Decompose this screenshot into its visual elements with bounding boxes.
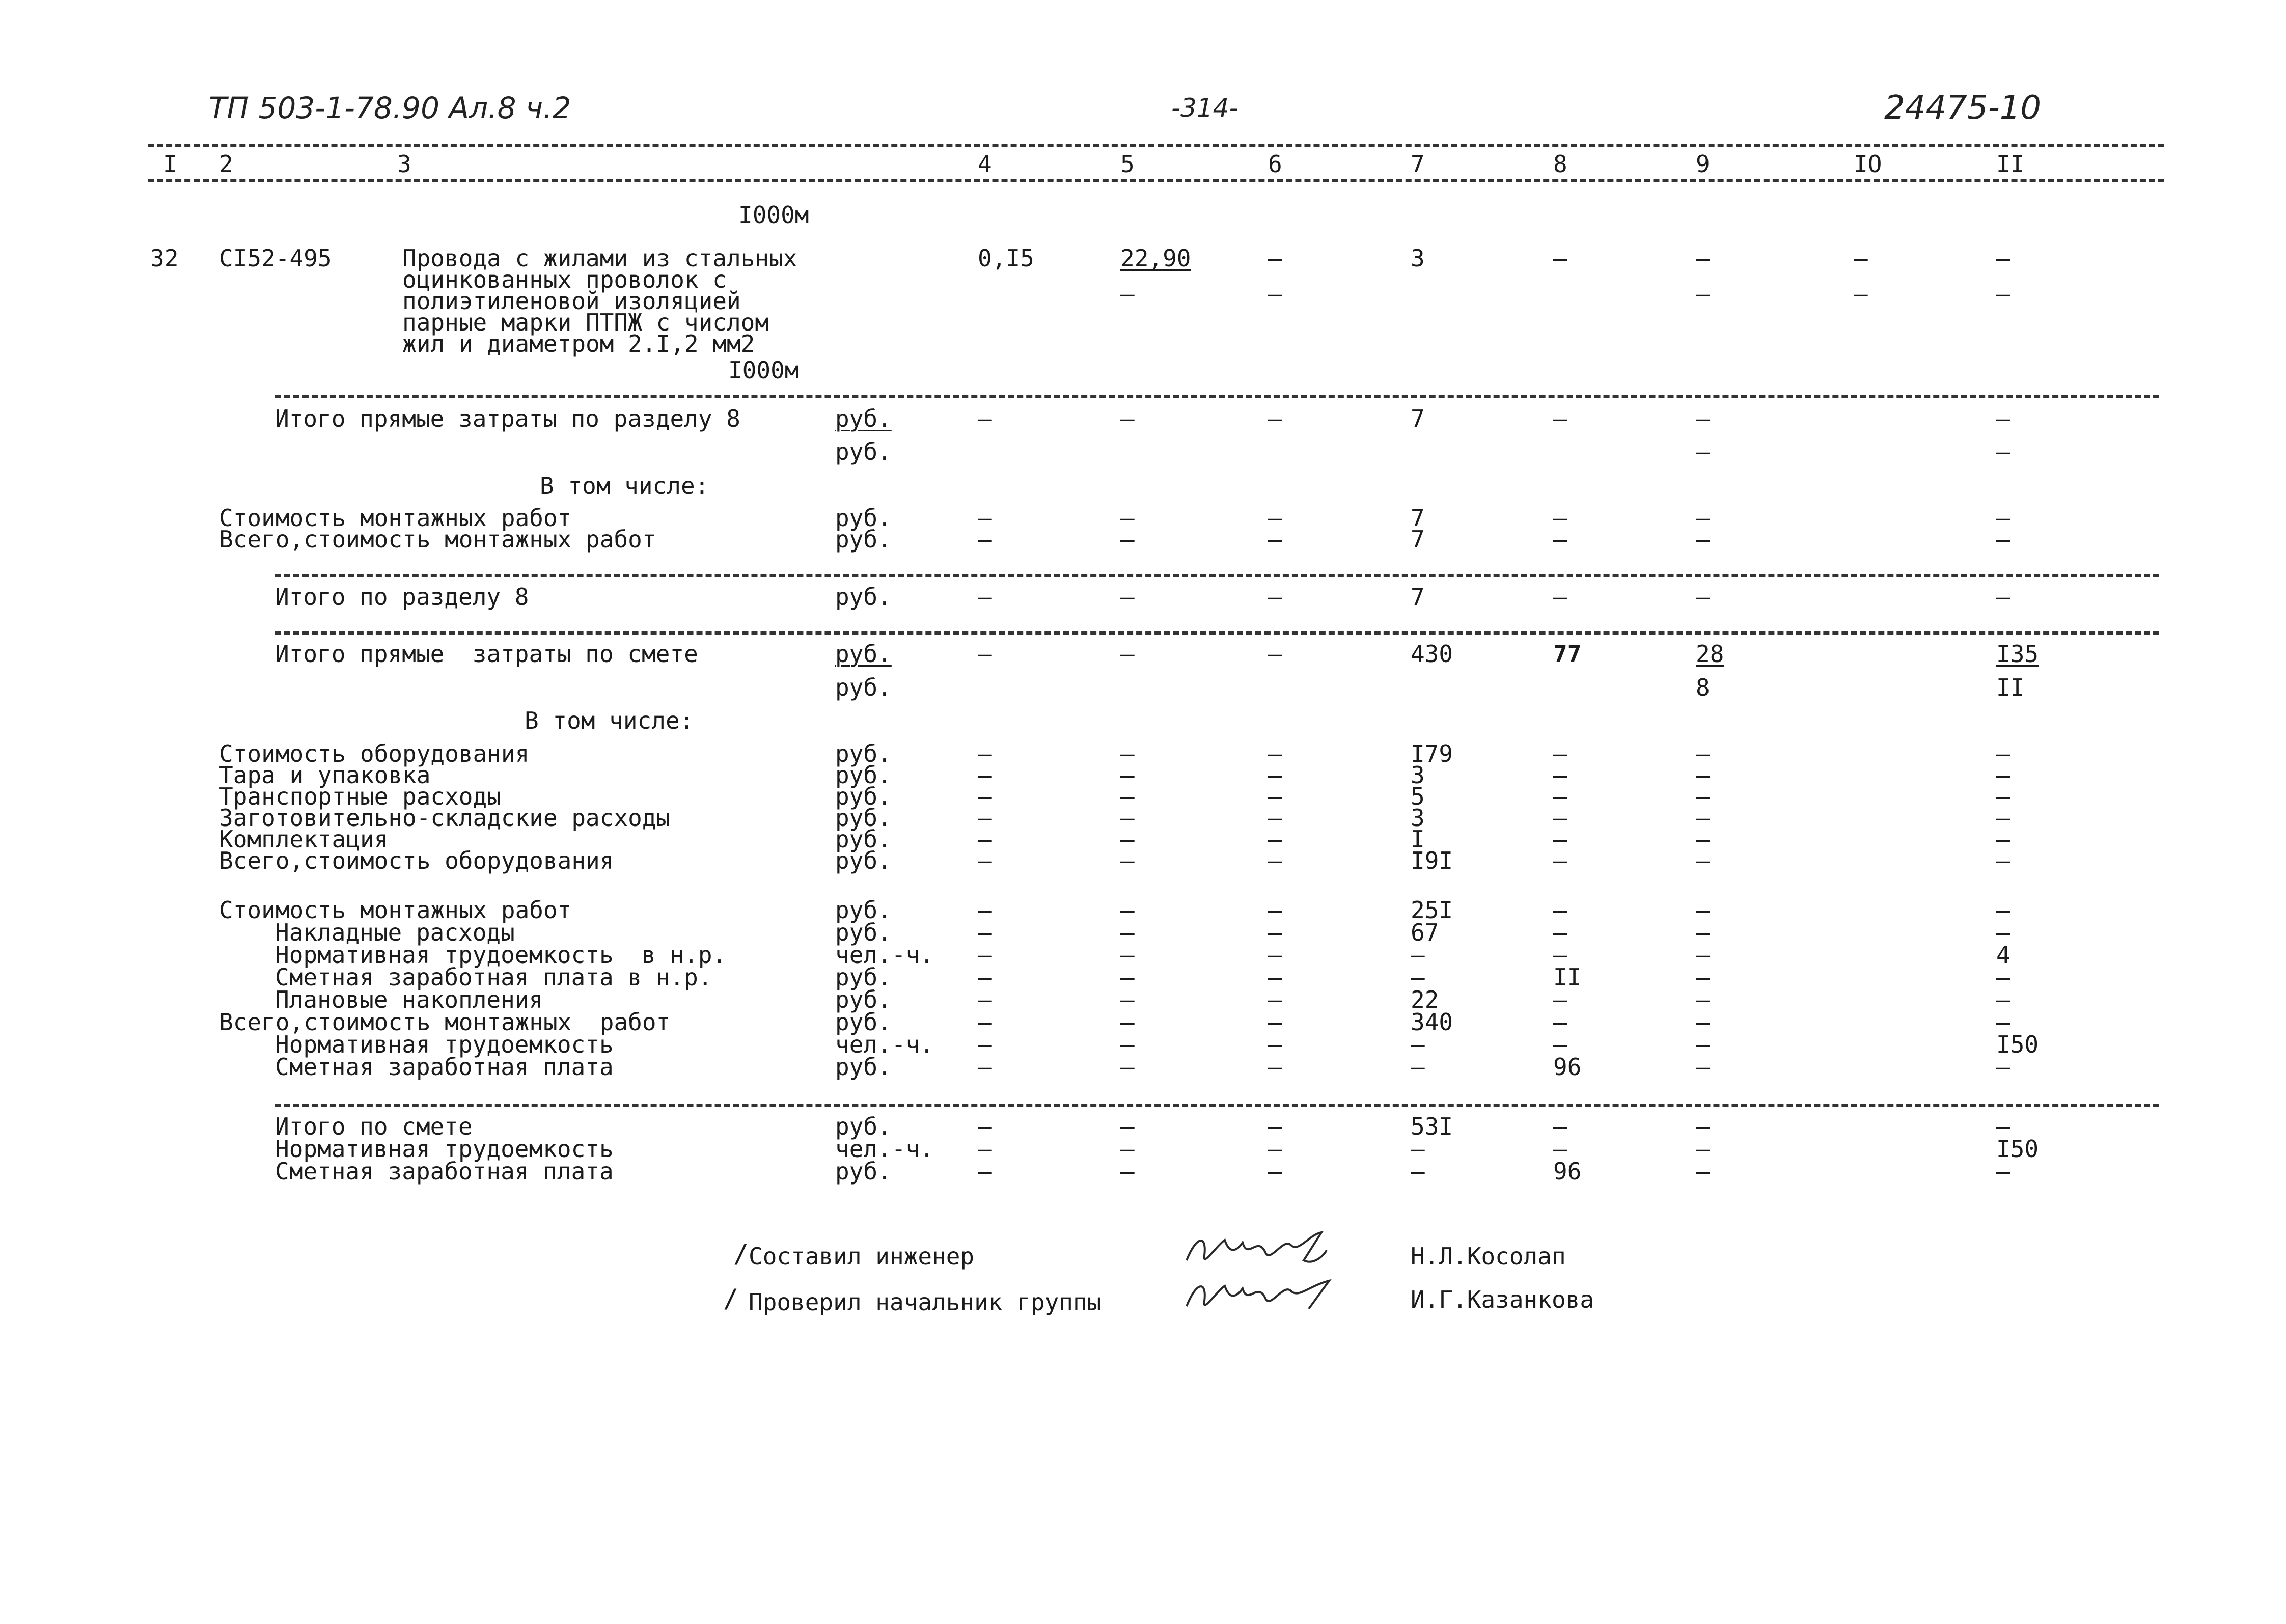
dash: – xyxy=(1268,941,1282,969)
equipment-row-label: Транспортные расходы xyxy=(219,783,501,810)
dash: – xyxy=(978,986,992,1013)
sec8-r1-unit: руб. xyxy=(835,504,892,532)
dash: – xyxy=(1120,526,1135,553)
total-row-col7: – xyxy=(1411,1158,1425,1185)
item-unit: I000м xyxy=(728,356,799,384)
est-direct-col7: 430 xyxy=(1411,640,1453,668)
dash: – xyxy=(978,740,992,767)
dash: – xyxy=(978,919,992,946)
equipment-row-col11: – xyxy=(1996,740,2010,767)
dash: – xyxy=(978,941,992,969)
sec8-direct-label: Итого прямые затраты по разделу 8 xyxy=(275,405,740,432)
dash: – xyxy=(978,1135,992,1163)
dash: – xyxy=(1268,1135,1282,1163)
item-desc-line: жил и диаметром 2.I,2 мм2 xyxy=(402,330,755,357)
mounting-row-col8: – xyxy=(1553,941,1567,969)
dash: – xyxy=(978,405,992,432)
dash: – xyxy=(1120,964,1135,991)
doc-code: ТП 503-1-78.90 Ал.8 ч.2 xyxy=(209,91,571,125)
col-header-1: I xyxy=(163,150,177,178)
equipment-row-col11: – xyxy=(1996,825,2010,853)
equipment-row-col7: 3 xyxy=(1411,804,1425,832)
total-row-col7: – xyxy=(1411,1135,1425,1163)
equipment-row-unit: руб. xyxy=(835,804,892,832)
col-header-11: II xyxy=(1996,150,2025,178)
col-header-6: 6 xyxy=(1268,150,1282,178)
dash: – xyxy=(1268,783,1282,810)
est-direct-label: Итого прямые затраты по смете xyxy=(275,640,698,668)
equipment-row-label: Всего,стоимость оборудования xyxy=(219,847,614,874)
dash: – xyxy=(1996,583,2010,611)
mounting-row-col8: – xyxy=(1553,986,1567,1013)
dash: – xyxy=(978,783,992,810)
item-col4: 0,I5 xyxy=(978,244,1034,272)
dash: – xyxy=(978,526,992,553)
dash: – xyxy=(1553,504,1567,532)
dash: – xyxy=(1996,438,2010,465)
dash: – xyxy=(1696,761,1710,789)
mounting-row-col7: 340 xyxy=(1411,1008,1453,1036)
mounting-row-col11: – xyxy=(1996,1053,2010,1081)
est-direct-col8: 77 xyxy=(1553,640,1582,668)
compiled-label: Составил инженер xyxy=(749,1243,975,1270)
mounting-row-col8: 96 xyxy=(1553,1053,1582,1081)
mounting-row-label: Накладные расходы xyxy=(275,919,515,946)
dash: – xyxy=(1696,504,1710,532)
est-direct-col11-bottom: II xyxy=(1996,674,2025,701)
item-desc-line: полиэтиленовой изоляцией xyxy=(402,287,741,315)
dash: – xyxy=(1268,847,1282,874)
dash: – xyxy=(1120,847,1135,874)
equipment-row-col7: 5 xyxy=(1411,783,1425,810)
dash: – xyxy=(1996,405,2010,432)
dash: – xyxy=(1696,964,1710,991)
signature-checked xyxy=(1181,1271,1334,1322)
dash: – xyxy=(1120,896,1135,924)
mounting-row-label: Сметная заработная плата xyxy=(275,1053,614,1081)
mounting-row-unit: руб. xyxy=(835,1008,892,1036)
est-direct-col9-bottom: 8 xyxy=(1696,674,1710,701)
sec8-r2-col7: 7 xyxy=(1411,526,1425,553)
separator xyxy=(148,179,2164,182)
dash: – xyxy=(1268,761,1282,789)
sec8-r2-label: Всего,стоимость монтажных работ xyxy=(219,526,656,553)
dash: – xyxy=(1120,640,1135,668)
item-col9: – xyxy=(1696,244,1710,272)
equipment-row-col7: 3 xyxy=(1411,761,1425,789)
dash: – xyxy=(1120,941,1135,969)
col-header-3: 3 xyxy=(397,150,411,178)
mounting-row-col8: – xyxy=(1553,919,1567,946)
dash: – xyxy=(978,1031,992,1058)
compiled-label-slash: / xyxy=(733,1239,749,1269)
dash: – xyxy=(978,640,992,668)
separator xyxy=(275,631,2159,635)
dash: – xyxy=(1696,740,1710,767)
dash: – xyxy=(1268,1158,1282,1185)
mounting-row-col11: – xyxy=(1996,1008,2010,1036)
sec8-total-unit: руб. xyxy=(835,583,892,611)
dash: – xyxy=(1268,986,1282,1013)
item-code: СI52-495 xyxy=(219,244,332,272)
dash: – xyxy=(1996,526,2010,553)
mounting-row-col11: – xyxy=(1996,919,2010,946)
equipment-row-unit: руб. xyxy=(835,825,892,853)
dash: – xyxy=(978,804,992,832)
dash: – xyxy=(1854,280,1868,308)
dash: – xyxy=(1696,1113,1710,1140)
col-header-10: IO xyxy=(1854,150,1882,178)
dash: – xyxy=(1120,1135,1135,1163)
dash: – xyxy=(1696,941,1710,969)
signature-compiled xyxy=(1181,1225,1329,1276)
dash: – xyxy=(1268,526,1282,553)
dash: – xyxy=(978,1053,992,1081)
mounting-row-unit: руб. xyxy=(835,964,892,991)
dash: – xyxy=(1696,438,1710,465)
sec8-incl: В том числе: xyxy=(540,472,709,500)
dash: – xyxy=(978,896,992,924)
sec8-r1-label: Стоимость монтажных работ xyxy=(219,504,572,532)
sec8-direct-unit: руб. xyxy=(835,405,892,432)
mounting-row-unit: чел.-ч. xyxy=(835,941,934,969)
dash: – xyxy=(1553,526,1567,553)
checked-label-slash: / xyxy=(723,1284,739,1313)
mounting-row-col8: – xyxy=(1553,1008,1567,1036)
mounting-row-col8: – xyxy=(1553,896,1567,924)
dash: – xyxy=(1120,783,1135,810)
equipment-row-col11: – xyxy=(1996,804,2010,832)
total-row-col7: 53I xyxy=(1411,1113,1453,1140)
separator xyxy=(275,395,2159,398)
dash: – xyxy=(1268,280,1282,308)
col-header-5: 5 xyxy=(1120,150,1135,178)
est-direct-unit: руб. xyxy=(835,640,892,668)
dash: – xyxy=(978,1113,992,1140)
mounting-row-col11: – xyxy=(1996,986,2010,1013)
dash: – xyxy=(1120,405,1135,432)
dash: – xyxy=(978,847,992,874)
sec8-direct-unit2: руб. xyxy=(835,438,892,465)
mounting-row-label: Сметная заработная плата в н.р. xyxy=(275,964,712,991)
equipment-row-col8: – xyxy=(1553,783,1567,810)
sheet-number: 24475-10 xyxy=(1884,89,2042,127)
equipment-row-label: Комплектация xyxy=(219,825,389,853)
separator xyxy=(275,1104,2159,1107)
total-row-col8: – xyxy=(1553,1135,1567,1163)
dash: – xyxy=(1120,1053,1135,1081)
est-direct-unit2: руб. xyxy=(835,674,892,701)
dash: – xyxy=(1120,740,1135,767)
dash: – xyxy=(1120,1158,1135,1185)
dash: – xyxy=(1696,1031,1710,1058)
dash: – xyxy=(1268,640,1282,668)
dash: – xyxy=(1696,783,1710,810)
mounting-row-col11: – xyxy=(1996,964,2010,991)
page-number: -314- xyxy=(1171,93,1238,123)
unit-top: I000м xyxy=(738,201,809,229)
mounting-row-col11: – xyxy=(1996,896,2010,924)
equipment-row-col7: I79 xyxy=(1411,740,1453,767)
dash: – xyxy=(1696,526,1710,553)
dash: – xyxy=(1696,825,1710,853)
equipment-row-col8: – xyxy=(1553,847,1567,874)
separator xyxy=(275,574,2159,577)
est-direct-col9-top: 28 xyxy=(1696,640,1724,668)
item-col10: – xyxy=(1854,244,1868,272)
dash: – xyxy=(1696,986,1710,1013)
mounting-row-label: Нормативная трудоемкость в н.р. xyxy=(275,941,727,969)
dash: – xyxy=(1696,847,1710,874)
dash: – xyxy=(1268,1053,1282,1081)
equipment-row-label: Стоимость оборудования xyxy=(219,740,530,767)
dash: – xyxy=(1268,1113,1282,1140)
mounting-row-label: Плановые накопления xyxy=(275,986,543,1013)
sec8-total-col7: 7 xyxy=(1411,583,1425,611)
est-incl: В том числе: xyxy=(525,707,694,734)
dash: – xyxy=(978,761,992,789)
total-row-label: Нормативная трудоемкость xyxy=(275,1135,614,1163)
dash: – xyxy=(1268,1008,1282,1036)
dash: – xyxy=(1696,583,1710,611)
sec8-direct-col7: 7 xyxy=(1411,405,1425,432)
dash: – xyxy=(1268,919,1282,946)
mounting-row-col7: – xyxy=(1411,1031,1425,1058)
equipment-row-col11: – xyxy=(1996,783,2010,810)
mounting-row-label: Всего,стоимость монтажных работ xyxy=(219,1008,671,1036)
col-header-9: 9 xyxy=(1696,150,1710,178)
dash: – xyxy=(978,1158,992,1185)
dash: – xyxy=(1696,1053,1710,1081)
item-desc-line: оцинкованных проволок с xyxy=(402,266,727,293)
item-col5: 22,90 xyxy=(1120,244,1191,272)
dash: – xyxy=(1553,405,1567,432)
mounting-row-unit: руб. xyxy=(835,919,892,946)
dash: – xyxy=(1696,804,1710,832)
equipment-row-col11: – xyxy=(1996,761,2010,789)
dash: – xyxy=(1120,804,1135,832)
dash: – xyxy=(978,964,992,991)
mounting-row-label: Нормативная трудоемкость xyxy=(275,1031,614,1058)
dash: – xyxy=(1696,1158,1710,1185)
sec8-r1-col7: 7 xyxy=(1411,504,1425,532)
dash: – xyxy=(1268,896,1282,924)
mounting-row-unit: руб. xyxy=(835,1053,892,1081)
equipment-row-unit: руб. xyxy=(835,740,892,767)
dash: – xyxy=(978,1008,992,1036)
dash: – xyxy=(1696,405,1710,432)
mounting-row-col8: – xyxy=(1553,1031,1567,1058)
dash: – xyxy=(1120,919,1135,946)
item-col6: – xyxy=(1268,244,1282,272)
dash: – xyxy=(1268,804,1282,832)
equipment-row-unit: руб. xyxy=(835,761,892,789)
total-row-unit: чел.-ч. xyxy=(835,1135,934,1163)
item-desc-line: парные марки ПТПЖ с числом xyxy=(402,309,769,336)
col-header-8: 8 xyxy=(1553,150,1567,178)
item-col8: – xyxy=(1553,244,1567,272)
mounting-row-unit: руб. xyxy=(835,986,892,1013)
dash: – xyxy=(1120,1113,1135,1140)
mounting-row-col7: – xyxy=(1411,1053,1425,1081)
mounting-row-label: Стоимость монтажных работ xyxy=(219,896,572,924)
dash: – xyxy=(1120,583,1135,611)
dash: – xyxy=(1120,504,1135,532)
total-row-col11: – xyxy=(1996,1113,2010,1140)
dash: – xyxy=(1268,583,1282,611)
total-row-unit: руб. xyxy=(835,1158,892,1185)
item-col11: – xyxy=(1996,244,2010,272)
equipment-row-col8: – xyxy=(1553,804,1567,832)
dash: – xyxy=(978,583,992,611)
dash: – xyxy=(1996,280,2010,308)
checked-name: И.Г.Казанкова xyxy=(1411,1286,1594,1313)
equipment-row-unit: руб. xyxy=(835,847,892,874)
item-number: 32 xyxy=(150,244,179,272)
dash: – xyxy=(978,825,992,853)
equipment-row-col8: – xyxy=(1553,740,1567,767)
dash: – xyxy=(1696,896,1710,924)
dash: – xyxy=(1120,1008,1135,1036)
mounting-row-col7: – xyxy=(1411,964,1425,991)
checked-label: Проверил начальник группы xyxy=(749,1288,1101,1316)
equipment-row-label: Заготовительно-складские расходы xyxy=(219,804,671,832)
mounting-row-unit: руб. xyxy=(835,896,892,924)
mounting-row-col8: II xyxy=(1553,964,1582,991)
mounting-row-col11: I50 xyxy=(1996,1031,2039,1058)
total-row-unit: руб. xyxy=(835,1113,892,1140)
dash: – xyxy=(1696,1135,1710,1163)
mounting-row-col7: – xyxy=(1411,941,1425,969)
total-row-col8: – xyxy=(1553,1113,1567,1140)
item-col7: 3 xyxy=(1411,244,1425,272)
mounting-row-col11: 4 xyxy=(1996,941,2010,969)
compiled-name: Н.Л.Косолап xyxy=(1411,1243,1566,1270)
dash: – xyxy=(1268,740,1282,767)
total-row-label: Итого по смете xyxy=(275,1113,473,1140)
dash: – xyxy=(1268,405,1282,432)
equipment-row-col8: – xyxy=(1553,761,1567,789)
dash: – xyxy=(978,504,992,532)
dash: – xyxy=(1120,825,1135,853)
dash: – xyxy=(1120,986,1135,1013)
col-header-4: 4 xyxy=(978,150,992,178)
total-row-col11: – xyxy=(1996,1158,2010,1185)
dash: – xyxy=(1268,1031,1282,1058)
col-header-2: 2 xyxy=(219,150,233,178)
separator xyxy=(148,144,2164,147)
total-row-col8: 96 xyxy=(1553,1158,1582,1185)
total-row-label: Сметная заработная плата xyxy=(275,1158,614,1185)
mounting-row-col7: 22 xyxy=(1411,986,1439,1013)
equipment-row-col11: – xyxy=(1996,847,2010,874)
est-direct-col11-top: I35 xyxy=(1996,640,2039,668)
dash: – xyxy=(1996,504,2010,532)
dash: – xyxy=(1553,583,1567,611)
dash: – xyxy=(1696,280,1710,308)
total-row-col11: I50 xyxy=(1996,1135,2039,1163)
col-header-7: 7 xyxy=(1411,150,1425,178)
dash: – xyxy=(1268,825,1282,853)
dash: – xyxy=(1120,761,1135,789)
item-desc-line: Провода с жилами из стальных xyxy=(402,244,797,272)
mounting-row-unit: чел.-ч. xyxy=(835,1031,934,1058)
mounting-row-col7: 25I xyxy=(1411,896,1453,924)
dash: – xyxy=(1120,1031,1135,1058)
mounting-row-col7: 67 xyxy=(1411,919,1439,946)
equipment-row-label: Тара и упаковка xyxy=(219,761,431,789)
equipment-row-col7: I9I xyxy=(1411,847,1453,874)
dash: – xyxy=(1268,504,1282,532)
dash: – xyxy=(1696,919,1710,946)
dash: – xyxy=(1268,964,1282,991)
dash: – xyxy=(1120,280,1135,308)
sec8-total-label: Итого по разделу 8 xyxy=(275,583,529,611)
dash: – xyxy=(1696,1008,1710,1036)
equipment-row-col8: – xyxy=(1553,825,1567,853)
equipment-row-col7: I xyxy=(1411,825,1425,853)
equipment-row-unit: руб. xyxy=(835,783,892,810)
sec8-r2-unit: руб. xyxy=(835,526,892,553)
